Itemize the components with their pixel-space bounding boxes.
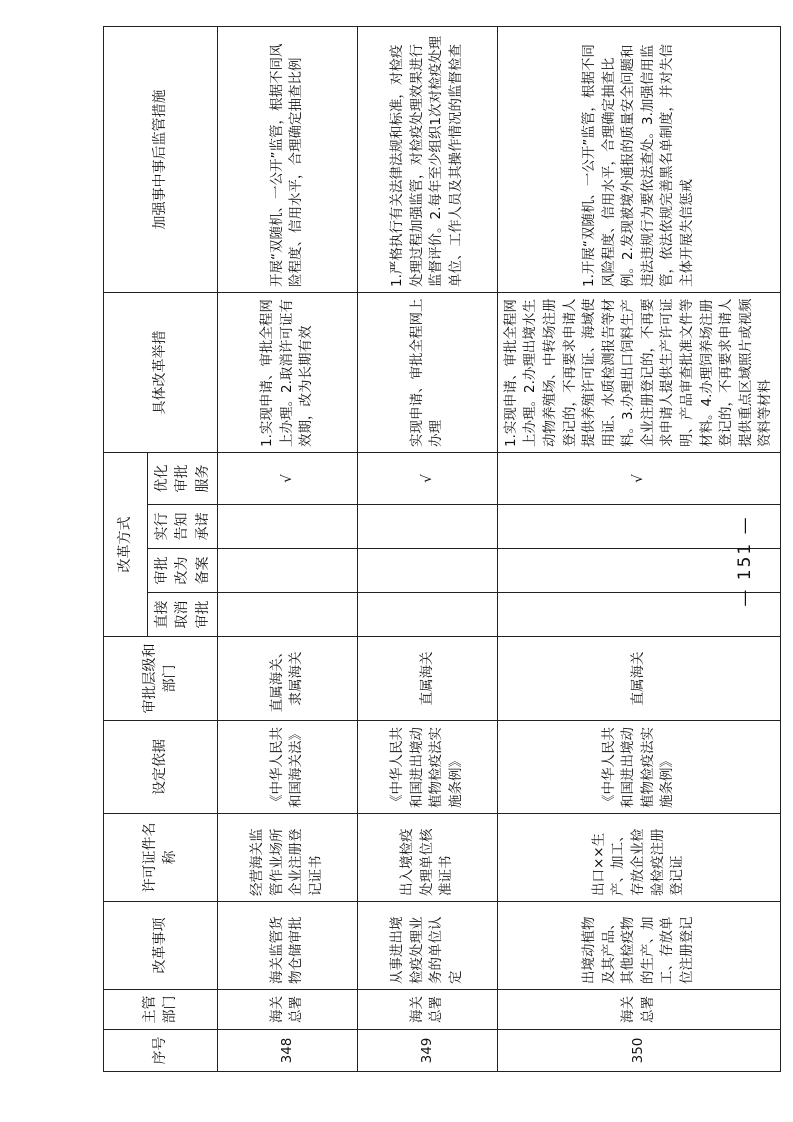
cell-seq: 349 [357, 1030, 497, 1072]
cell-basis: 《中华人民共和国进出境动植物检疫法实施条例》 [497, 721, 780, 814]
cell-measures: 1.实现申请、审批全程网上办理。2.办理出境水生动物养殖场、中转场注册登记的，不再要求申请人提供养殖许可证、海域使用证、水质检测报告等材料。3.办理出口饲料生产企业注册登记的，不再要求申请人提供生产许可证明、产品审查批准文件等材料。4.办理饲养场注册登记的，不再要求申请人提供重点区域照片或视频资料等材料 [497, 293, 780, 453]
header-seq: 序号 [104, 1030, 218, 1072]
cell-license: 出口××生产、加工、存放企业检验检疫注册登记证 [497, 814, 780, 902]
cell-seq: 350 [497, 1030, 780, 1072]
reform-table [103, 26, 781, 1072]
cell-optimize-check: √ [217, 453, 357, 505]
header-mode-record: 审批改为备案 [148, 549, 218, 593]
cell-notify [357, 505, 497, 549]
page-number: — 151 — [735, 515, 755, 607]
cell-item: 海关监管货物仓储审批 [217, 902, 357, 990]
table-row [357, 27, 497, 1072]
cell-supervision: 1.开展“双随机、一公开”监管，根据不同风险程度、信用水平，合理确定抽查比例。2.发现被境外通报的质量安全问题和违法违规行为要依法查处。3.加强信用监管，依法依规完善黑名单制度，并对失信主体开展失信惩戒 [497, 27, 780, 293]
header-supervision: 加强事中事后监管措施 [104, 27, 218, 293]
header-dept: 主管部门 [104, 990, 218, 1030]
cell-item: 从事进出境检疫处理业务的单位认定 [357, 902, 497, 990]
cell-optimize-check: √ [357, 453, 497, 505]
header-level: 审批层级和部门 [104, 637, 218, 721]
cell-notify [217, 505, 357, 549]
cell-license: 出入境检疫处理单位核准证书 [357, 814, 497, 902]
cell-dept: 海关总署 [357, 990, 497, 1030]
cell-level: 直属海关、隶属海关 [217, 637, 357, 721]
cell-supervision: 1.严格执行有关法律法规和标准，对检疫处理过程加强监管，对检疫处理效果进行监督评价。2.每年至少组织1次对检疫处理单位、工作人员及其操作情况的监督检查 [357, 27, 497, 293]
cell-record [217, 549, 357, 593]
header-mode-cancel: 直接取消审批 [148, 593, 218, 637]
header-basis: 设定依据 [104, 721, 218, 814]
cell-basis: 《中华人民共和国海关法》 [217, 721, 357, 814]
cell-optimize-check: √ [497, 453, 780, 505]
header-mode-notify: 实行告知承诺 [148, 505, 218, 549]
cell-supervision: 开展“双随机、一公开”监管，根据不同风险程度、信用水平，合理确定抽查比例 [217, 27, 357, 293]
header-mode-optimize: 优化审批服务 [148, 453, 218, 505]
header-item: 改革事项 [104, 902, 218, 990]
cell-dept: 海关总署 [217, 990, 357, 1030]
table-row [217, 27, 357, 1072]
cell-cancel [217, 593, 357, 637]
cell-basis: 《中华人民共和国进出境动植物检疫法实施条例》 [357, 721, 497, 814]
cell-item: 出境动植物及其产品、其他检疫物的生产、加工、存放单位注册登记 [497, 902, 780, 990]
cell-level: 直属海关 [497, 637, 780, 721]
cell-dept: 海关总署 [497, 990, 780, 1030]
cell-record [357, 549, 497, 593]
cell-seq: 348 [217, 1030, 357, 1072]
header-license: 许可证件名称 [104, 814, 218, 902]
cell-license: 经营海关监管作业场所企业注册登记证书 [217, 814, 357, 902]
header-mode: 改革方式 [104, 453, 148, 637]
cell-cancel [357, 593, 497, 637]
cell-measures: 实现申请、审批全程网上办理 [357, 293, 497, 453]
cell-level: 直属海关 [357, 637, 497, 721]
cell-measures: 1.实现申请、审批全程网上办理。2.取消许可证有效期，改为长期有效 [217, 293, 357, 453]
header-measures: 具体改革举措 [104, 293, 218, 453]
